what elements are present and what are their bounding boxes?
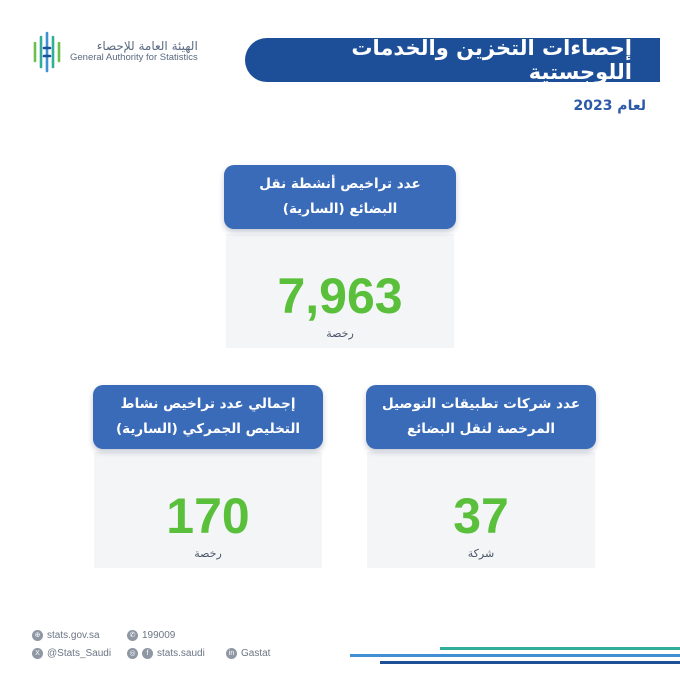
gastat-logo	[32, 30, 198, 74]
facebook-icon: f	[142, 648, 153, 659]
footer-x-account[interactable]	[32, 648, 111, 659]
globe-icon: ⊕	[32, 630, 43, 641]
stat-label	[93, 385, 323, 449]
stat-label-line-1: عدد تراخيص أنشطة نقل	[259, 176, 421, 193]
stat-card-body	[367, 452, 595, 568]
gastat-emblem-icon	[32, 30, 62, 74]
footer-phone-text: 199009	[142, 630, 176, 641]
stat-unit: شركة	[467, 546, 495, 560]
stat-label-line-2: المرخصة لنقل البضائع	[407, 421, 555, 437]
phone-icon: ✆	[127, 630, 138, 641]
footer-social-text: stats.saudi	[157, 648, 205, 659]
footer-website-text: stats.gov.sa	[47, 630, 100, 641]
footer-x-text: @Stats_Saudi	[47, 648, 112, 659]
logo-name-arabic: الهيئة العامة للإحصاء	[96, 39, 198, 54]
header-banner	[245, 38, 660, 82]
page-title: إحصاءات التخزين والخدمات اللوجستية	[351, 36, 632, 84]
footer-website[interactable]	[32, 630, 100, 641]
instagram-icon: ◎	[127, 648, 138, 659]
logo-name-english: General Authority for Statistics	[70, 52, 198, 64]
footer-decor-lines	[280, 645, 680, 667]
footer-linkedin[interactable]	[226, 648, 270, 659]
stat-label	[366, 385, 596, 449]
stat-label-line-2: التخليص الجمركي (السارية)	[115, 421, 301, 437]
stat-card-body	[226, 234, 454, 348]
footer-social[interactable]	[127, 648, 205, 659]
footer-phone[interactable]	[127, 630, 175, 641]
stat-value: 170	[166, 487, 250, 544]
stat-unit: رخصة	[326, 326, 354, 340]
stat-label-line-2: البضائع (السارية)	[282, 201, 398, 217]
stat-value: 7,963	[277, 267, 403, 324]
stat-value: 37	[453, 487, 509, 544]
stat-unit: رخصة	[194, 546, 222, 560]
stat-label-line-1: عدد شركات تطبيقات التوصيل	[381, 396, 581, 413]
page-subtitle: لعام 2023	[573, 98, 646, 114]
stat-label	[224, 165, 456, 229]
stat-label-line-1: إجمالي عدد تراخيص نشاط	[120, 396, 296, 413]
stat-card-body	[94, 452, 322, 568]
x-logo-icon: X	[32, 648, 43, 659]
linkedin-icon: in	[226, 648, 237, 659]
footer-linkedin-text: Gastat	[241, 648, 271, 659]
